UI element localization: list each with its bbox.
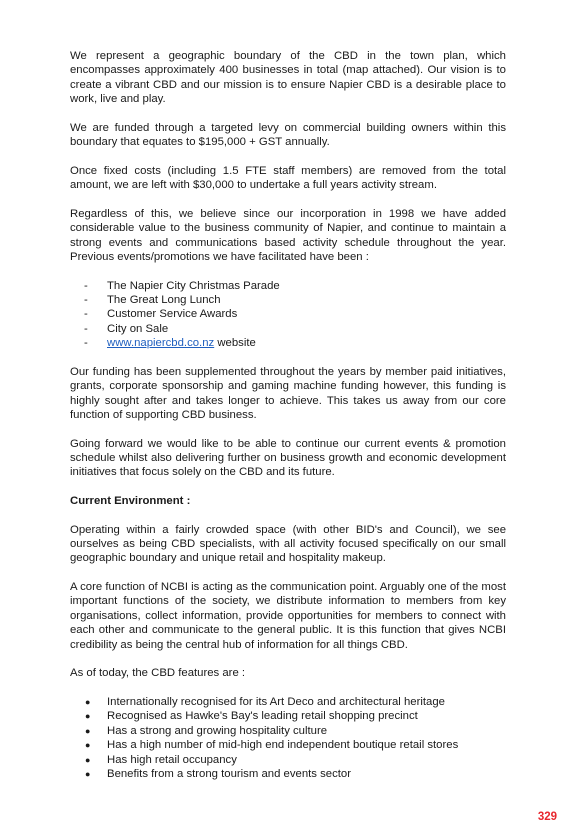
website-suffix: website [214,337,256,350]
paragraph-fixed-costs: Once fixed costs (including 1.5 FTE staff members) are removed from the total amount, we are left with $30,000 to undertake a full years activity stream. [70,164,506,192]
list-item: ● Has a high number of mid-high end independent boutique retail stores [70,738,506,752]
list-item: ● Recognised as Hawke's Bay's leading retail shopping precinct [70,709,506,723]
events-list [70,279,506,351]
list-item: ● Internationally recognised for its Art Deco and architectural heritage [70,695,506,709]
paragraph-supplemented-funding: Our funding has been supplemented throughout the years by member paid initiatives, grants, corporate sponsorship and gaming machine funding however, this funding is highly sought after and takes longer to achieve. This takes us away from our core function of supporting CBD business. [70,365,506,422]
list-item: - Customer Service Awards [70,307,506,321]
paragraph-operating: Operating within a fairly crowded space (with other BID's and Council), we see ourselves as being CBD specialists, with all activity focused specifically on our small geographic boundary and unique retail and hospitality makeup. [70,523,506,565]
list-item: ● Has high retail occupancy [70,753,506,767]
section-heading: Current Environment : [70,495,191,508]
paragraph-incorporation: Regardless of this, we believe since our incorporation in 1998 we have added considerable value to the business community of Napier, and continue to maintain a strong events and communications based activity schedule throughout the year. Previous events/promotions we have facilitated have been : [70,207,506,264]
list-item: - The Great Long Lunch [70,293,506,307]
list-item: - The Napier City Christmas Parade [70,279,506,293]
document-page [70,49,506,781]
paragraph-boundary: We represent a geographic boundary of the CBD in the town plan, which encompasses approximately 400 businesses in total (map attached). Our vision is to create a vibrant CBD and our mission is to ensure Napier CBD is a desirable place to work, live and play. [70,50,506,106]
paragraph-funding: We are funded through a targeted levy on commercial building owners within this boundary that equates to $195,000 + GST annually. [70,121,506,149]
list-item [70,336,506,350]
list-item: ● Has a strong and growing hospitality culture [70,724,506,738]
paragraph-core-function: A core function of NCBI is acting as the communication point. Arguably one of the most important functions of the society, we distribute information to members from key organisations, collect information, provide opportunities for members to connect with each other and communicate to the general public. It is this function that gives NCBI credibility as being the central hub of information for all things CBD. [70,581,506,651]
list-item: ● Benefits from a strong tourism and events sector [70,767,506,781]
page-number: 329 [537,811,557,823]
paragraph-features-intro: As of today, the CBD features are : [70,667,246,680]
list-item: - City on Sale [70,322,506,336]
paragraph-going-forward: Going forward we would like to be able to continue our current events & promotion schedule whilst also delivering further on business growth and economic development initiatives that focus solely on the CBD and its future. [70,437,506,479]
features-list [70,695,506,781]
website-link[interactable]: www.napiercbd.co.nz [107,337,215,350]
